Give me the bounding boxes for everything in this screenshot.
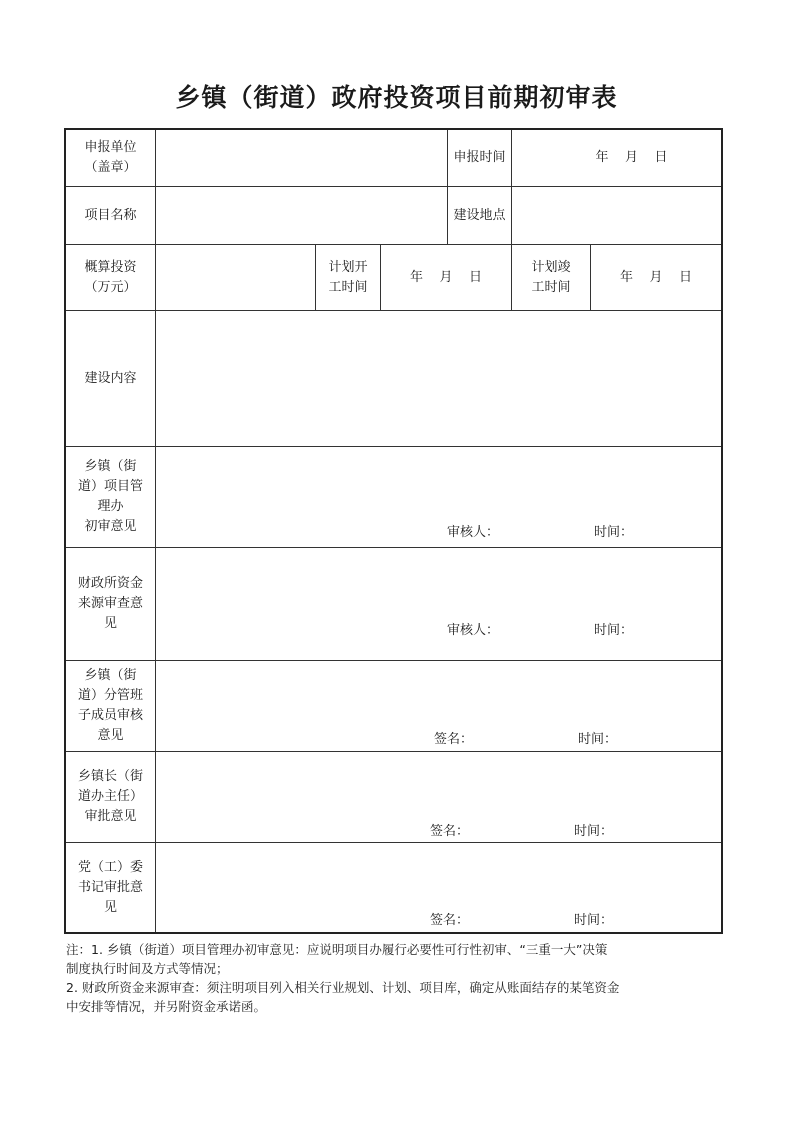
estimated-investment-label: 概算投资 （万元） xyxy=(84,259,137,295)
footnotes xyxy=(66,940,726,1016)
page-title: 乡镇（街道）政府投资项目前期初审表 xyxy=(175,83,618,112)
planned-start-date-field[interactable]: 年 月 日 xyxy=(409,269,483,285)
construction-site-field[interactable] xyxy=(512,187,721,244)
reviewer-label: 审核人： xyxy=(447,623,500,638)
party-secretary-approval-label: 党（工）委 书记审批意 见 xyxy=(77,859,143,915)
construction-site-label: 建设地点 xyxy=(453,207,506,223)
signature-label: 签名： xyxy=(434,732,474,747)
time-label: 时间： xyxy=(594,525,634,540)
applicant-unit-field[interactable] xyxy=(156,130,447,186)
planned-end-date-field[interactable]: 年 月 日 xyxy=(619,269,693,285)
time-label: 时间： xyxy=(594,623,634,638)
note-line: 中安排等情况，并另附资金承诺函。 xyxy=(66,999,267,1014)
time-label: 时间： xyxy=(574,824,614,839)
construction-content-field[interactable] xyxy=(156,311,721,446)
time-label: 时间： xyxy=(574,913,614,928)
project-name-field[interactable] xyxy=(156,187,447,244)
approval-form-table xyxy=(64,128,723,934)
project-name-label: 项目名称 xyxy=(84,207,137,223)
finance-fund-source-opinion-label: 财政所资金 来源审查意 见 xyxy=(77,576,143,631)
applicant-unit-label: 申报单位 （盖章） xyxy=(84,140,137,175)
construction-content-label: 建设内容 xyxy=(84,370,137,386)
apply-date-label: 申报时间 xyxy=(453,150,506,165)
time-label: 时间： xyxy=(578,732,618,747)
township-project-office-opinion-field[interactable] xyxy=(156,447,721,547)
planned-end-label: 计划竣 工时间 xyxy=(531,259,571,295)
signature-label: 签名： xyxy=(430,913,470,928)
township-head-approval-label: 乡镇长（街 道办主任） 审批意见 xyxy=(77,769,143,824)
note-line: 注：1. 乡镇（街道）项目管理办初审意见：应说明项目办履行必要性可行性初审、“三重一大”决策 xyxy=(66,942,608,957)
note-line: 2. 财政所资金来源审查：须注明项目列入相关行业规划、计划、项目库，确定从账面结存的某笔资金 xyxy=(66,980,620,995)
note-line: 制度执行时间及方式等情况； xyxy=(66,961,229,976)
apply-date-field[interactable]: 年 月 日 xyxy=(595,150,668,165)
reviewer-label: 审核人： xyxy=(447,525,500,540)
estimated-investment-field[interactable] xyxy=(156,245,315,310)
signature-label: 签名： xyxy=(430,824,470,839)
leader-review-opinion-label: 乡镇（街 道）分管班 子成员审核 意见 xyxy=(77,668,143,743)
planned-start-label: 计划开 工时间 xyxy=(328,259,368,295)
township-project-office-opinion-label: 乡镇（街 道）项目管 理办 初审意见 xyxy=(77,459,143,534)
finance-fund-source-opinion-field[interactable] xyxy=(156,548,721,660)
